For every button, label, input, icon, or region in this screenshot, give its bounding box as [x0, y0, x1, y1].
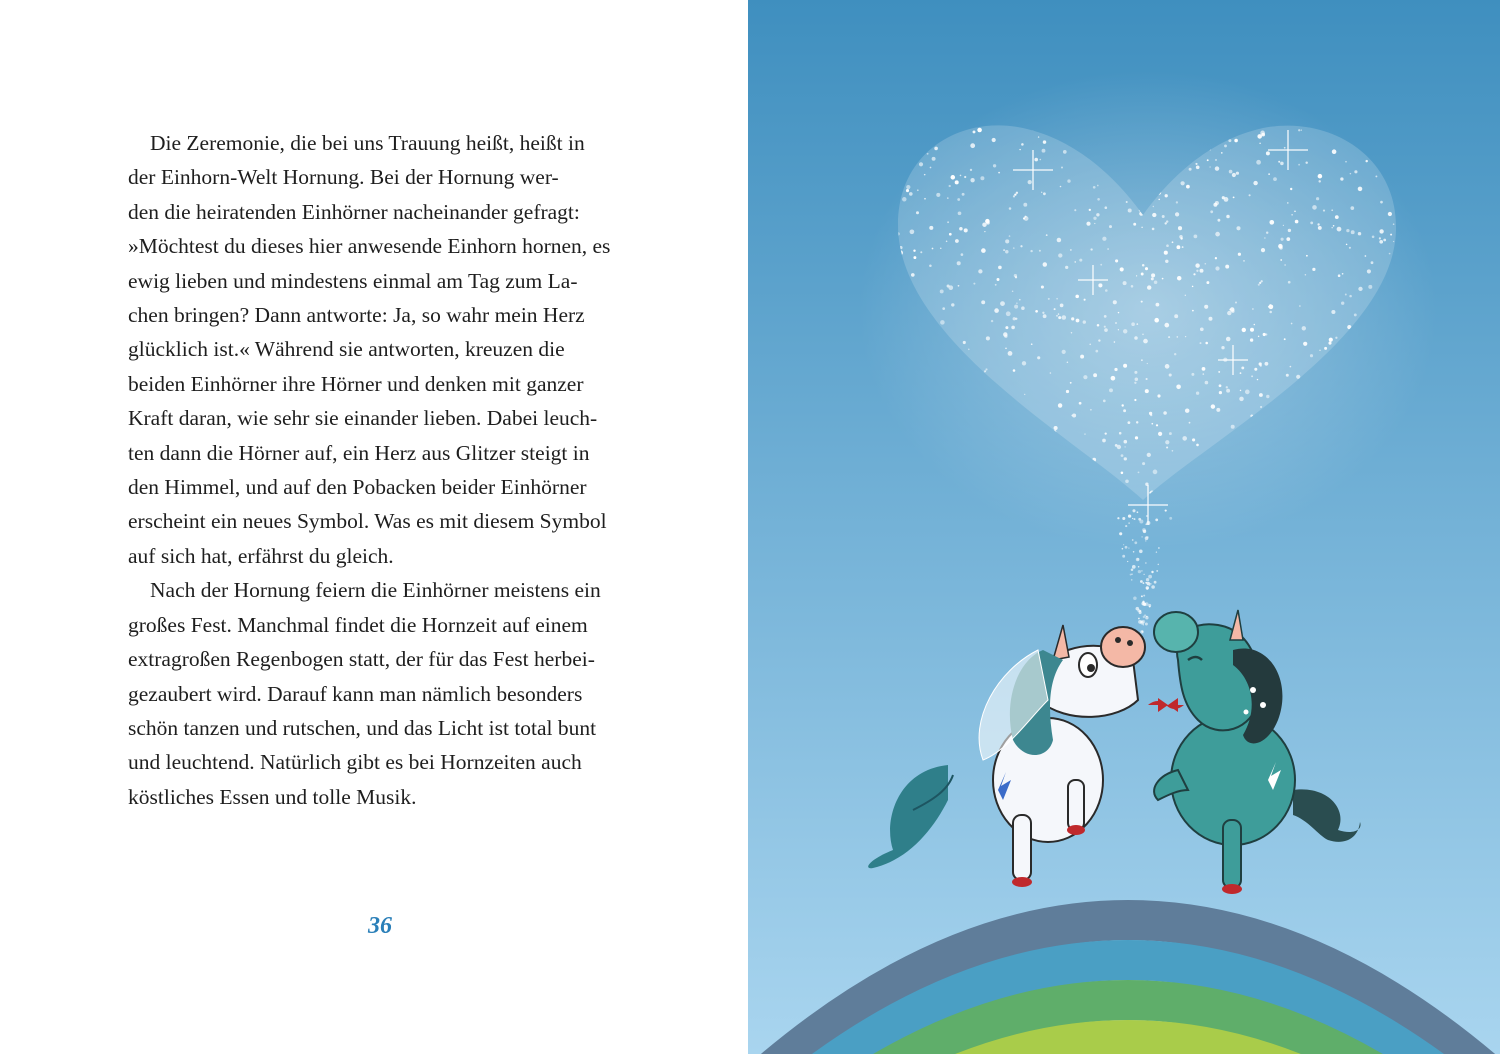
text-line: köstliches Essen und tolle Musik.	[128, 784, 417, 809]
text-line: glücklich ist.« Während sie antworten, kreuzen die	[128, 337, 565, 362]
text-line: »Möchtest du dieses hier anwesende Einhorn hornen, es	[128, 234, 611, 259]
text-line: gezaubert wird. Darauf kann man nämlich besonders	[128, 681, 583, 706]
text-line: den die heiratenden Einhörner nacheinander gefragt:	[128, 199, 580, 224]
text-line: erscheint ein neues Symbol. Was es mit diesem Symbol	[128, 509, 607, 534]
text-page	[0, 0, 748, 1054]
text-line: ewig lieben und mindestens einmal am Tag zum La-	[128, 268, 578, 293]
text-line: chen bringen? Dann antworte: Ja, so wahr mein Herz	[128, 303, 585, 328]
text-line: auf sich hat, erfährst du gleich.	[128, 543, 394, 568]
body-text	[128, 126, 638, 814]
text-line: der Einhorn-Welt Hornung. Bei der Hornung wer-	[128, 165, 559, 190]
text-line: Die Zeremonie, die bei uns Trauung heißt, heißt in	[150, 131, 585, 155]
text-line: Nach der Hornung feiern die Einhörner meistens ein	[150, 578, 601, 603]
text-line: schön tanzen und rutschen, und das Licht ist total bunt	[128, 715, 597, 740]
paragraph-2	[128, 573, 638, 814]
text-line: Kraft daran, wie sehr sie einander lieben. Dabei leuch-	[128, 406, 598, 431]
illustration-canvas	[748, 0, 1500, 1054]
text-line: ten dann die Hörner auf, ein Herz aus Glitzer steigt in	[128, 440, 590, 465]
text-line: und leuchtend. Natürlich gibt es bei Hornzeiten auch	[128, 750, 582, 775]
text-line: beiden Einhörner ihre Hörner und denken mit ganzer	[128, 371, 584, 396]
page-number: 36	[368, 913, 392, 939]
paragraph-1	[128, 126, 638, 573]
text-line: großes Fest. Manchmal findet die Hornzeit auf einem	[128, 612, 588, 637]
text-line: extragroßen Regenbogen statt, der für das Fest herbei-	[128, 647, 595, 672]
illustration	[748, 0, 1500, 1054]
text-line: den Himmel, und auf den Pobacken beider Einhörner	[128, 475, 587, 500]
